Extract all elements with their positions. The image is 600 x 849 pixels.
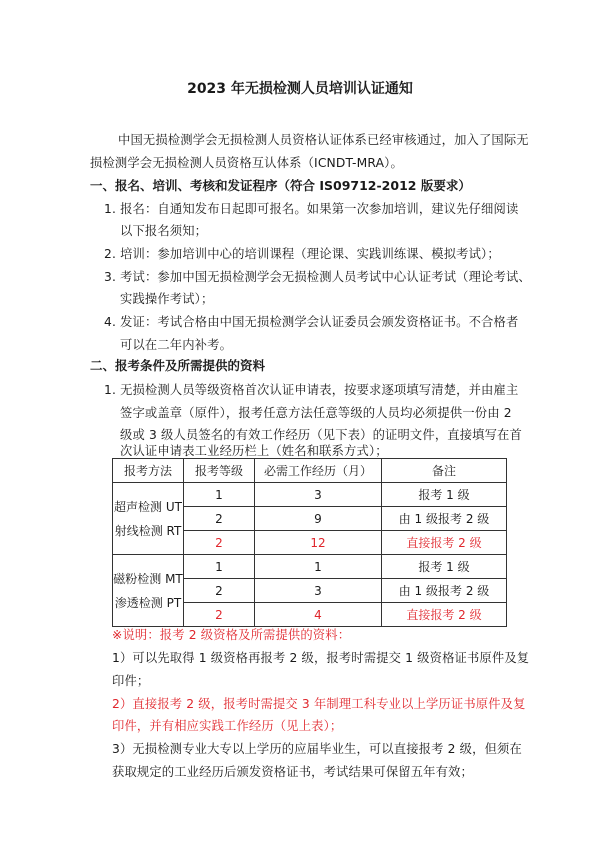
- note-3-line-2: 获取规定的工业经历后颁发资格证书，考试结果可保留五年有效；: [112, 765, 473, 779]
- document-title: 2023 年无损检测人员培训认证通知: [187, 81, 413, 97]
- months-cell: 1: [255, 555, 382, 579]
- header-experience: 必需工作经历（月）: [255, 459, 382, 483]
- note-cell: 直接报考 2 级: [382, 531, 507, 555]
- step-3-line-1: 3. 考试：参加中国无损检测学会无损检测人员考试中心认证考试（理论考试、: [104, 270, 531, 284]
- note-1-line-1: 1）可以先取得 1 级资格再报考 2 级，报考时需提交 1 级资格证书原件及复: [112, 651, 530, 665]
- note-heading: ※说明：报考 2 级资格及所需提供的资料：: [112, 628, 351, 642]
- method-name: 超声检测 UT: [114, 499, 182, 514]
- step-3-line-2: 实践操作考试）；: [120, 292, 214, 306]
- note-cell: 报考 1 级: [382, 483, 507, 507]
- method-name: 射线检测 RT: [114, 523, 182, 538]
- header-level: 报考等级: [184, 459, 255, 483]
- method-name: 磁粉检测 MT: [113, 571, 183, 586]
- req-1-line-1: 1. 无损检测人员等级资格首次认证申请表，按要求逐项填写清楚，并由雇主: [104, 383, 519, 397]
- step-1-line-1: 1. 报名：自通知发布日起即可报名。如果第一次参加培训，建议先仔细阅读: [104, 202, 519, 216]
- method-cell: [113, 555, 184, 627]
- note-cell: 由 1 级报考 2 级: [382, 507, 507, 531]
- note-3-line-1: 3）无损检测专业大专以上学历的应届毕业生，可以直接报考 2 级，但须在: [112, 742, 522, 756]
- level-cell: 2: [184, 603, 255, 627]
- table-row: [113, 555, 507, 579]
- months-cell: 3: [255, 579, 382, 603]
- note-2-line-1: 2）直接报考 2 级，报考时需提交 3 年制理工科专业以上学历证书原件及复: [112, 697, 526, 711]
- note-cell: 由 1 级报考 2 级: [382, 579, 507, 603]
- table-header-row: [113, 459, 507, 483]
- header-method: 报考方法: [113, 459, 184, 483]
- table-row: [113, 483, 507, 507]
- level-cell: 2: [184, 531, 255, 555]
- section-1-heading: 一、报名、培训、考核和发证程序（符合 IS09712-2012 版要求）: [90, 178, 471, 193]
- note-cell: 直接报考 2 级: [382, 603, 507, 627]
- req-1-line-3: 级或 3 级人员签名的有效工作经历（见下表）的证明文件，直接填写在首: [120, 428, 522, 442]
- note-1-line-2: 印件；: [112, 674, 150, 688]
- req-1-line-4: 次认证申请表工业经历栏上（姓名和联系方式）；: [120, 444, 388, 458]
- method-name: 渗透检测 PT: [114, 595, 182, 610]
- step-2-line-1: 2. 培训：参加培训中心的培训课程（理论课、实践训练课、模拟考试）；: [104, 247, 500, 261]
- intro-line-2: 损检测学会无损检测人员资格互认体系（ICNDT-MRA）。: [90, 156, 403, 170]
- level-cell: 2: [184, 579, 255, 603]
- experience-table: [112, 458, 507, 627]
- months-cell: 3: [255, 483, 382, 507]
- months-cell: 4: [255, 603, 382, 627]
- header-note: 备注: [382, 459, 507, 483]
- section-2-heading: 二、报考条件及所需提供的资料: [90, 358, 266, 373]
- step-1-line-2: 以下报名须知；: [120, 224, 208, 238]
- step-4-line-1: 4. 发证：考试合格由中国无损检测学会认证委员会颁发资格证书。不合格者: [104, 315, 519, 329]
- req-1-line-2: 签字或盖章（原件），报考任意方法任意等级的人员均必须提供一份由 2: [120, 406, 512, 420]
- step-4-line-2: 可以在二年内补考。: [120, 338, 233, 352]
- intro-line-1: 中国无损检测学会无损检测人员资格认证体系已经审核通过，加入了国际无: [118, 133, 529, 147]
- months-cell: 9: [255, 507, 382, 531]
- months-cell: 12: [255, 531, 382, 555]
- level-cell: 1: [184, 555, 255, 579]
- method-cell: [113, 483, 184, 555]
- level-cell: 2: [184, 507, 255, 531]
- note-cell: 报考 1 级: [382, 555, 507, 579]
- level-cell: 1: [184, 483, 255, 507]
- note-2-line-2: 印件，并有相应实践工作经历（见上表）；: [112, 719, 343, 733]
